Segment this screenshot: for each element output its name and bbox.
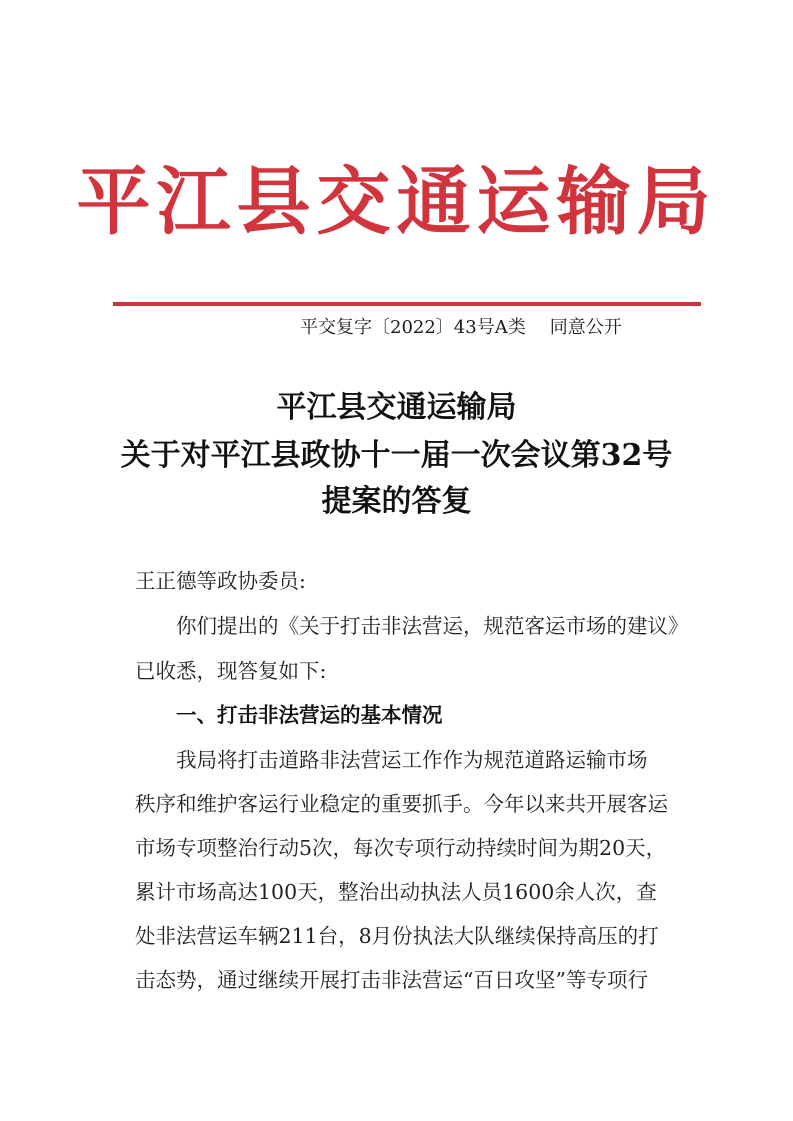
section-heading: 一、打击非法营运的基本情况 — [176, 703, 443, 727]
body-line-1: 我局将打击道路非法营运工作作为规范道路运输市场 — [176, 748, 648, 772]
paragraph-line-2: 已收悉，现答复如下: — [135, 659, 327, 683]
title-line-2: 关于对平江县政协十一届一次会议第32号 — [120, 438, 673, 473]
body-line-4: 累计市场高达100天，整治出动执法人员1600余人次，查 — [135, 880, 657, 904]
masthead-org-name: 平江县交通运输局 — [76, 159, 717, 245]
document-number-line — [300, 315, 622, 341]
paragraph-line-1: 你们提出的《关于打击非法营运，规范客运市场的建议》 — [176, 614, 689, 638]
body-line-6: 击态势，通过继续开展打击非法营运“百日攻坚”等专项行 — [135, 968, 648, 992]
title-line-1: 平江县交通运输局 — [276, 390, 517, 425]
red-divider-line — [113, 302, 701, 306]
body-line-2: 秩序和维护客运行业稳定的重要抓手。今年以来共开展客运 — [135, 792, 668, 816]
disclosure-status: 同意公开 — [549, 317, 622, 338]
document-number: 平交复字〔2022〕43号A类 — [300, 317, 526, 338]
body-line-5: 处非法营运车辆211台，8月份执法大队继续保持高压的打 — [135, 924, 659, 948]
body-line-3: 市场专项整治行动5次，每次专项行动持续时间为期20天， — [135, 836, 667, 860]
salutation: 王正德等政协委员: — [135, 569, 306, 593]
title-line-3: 提案的答复 — [321, 484, 472, 519]
